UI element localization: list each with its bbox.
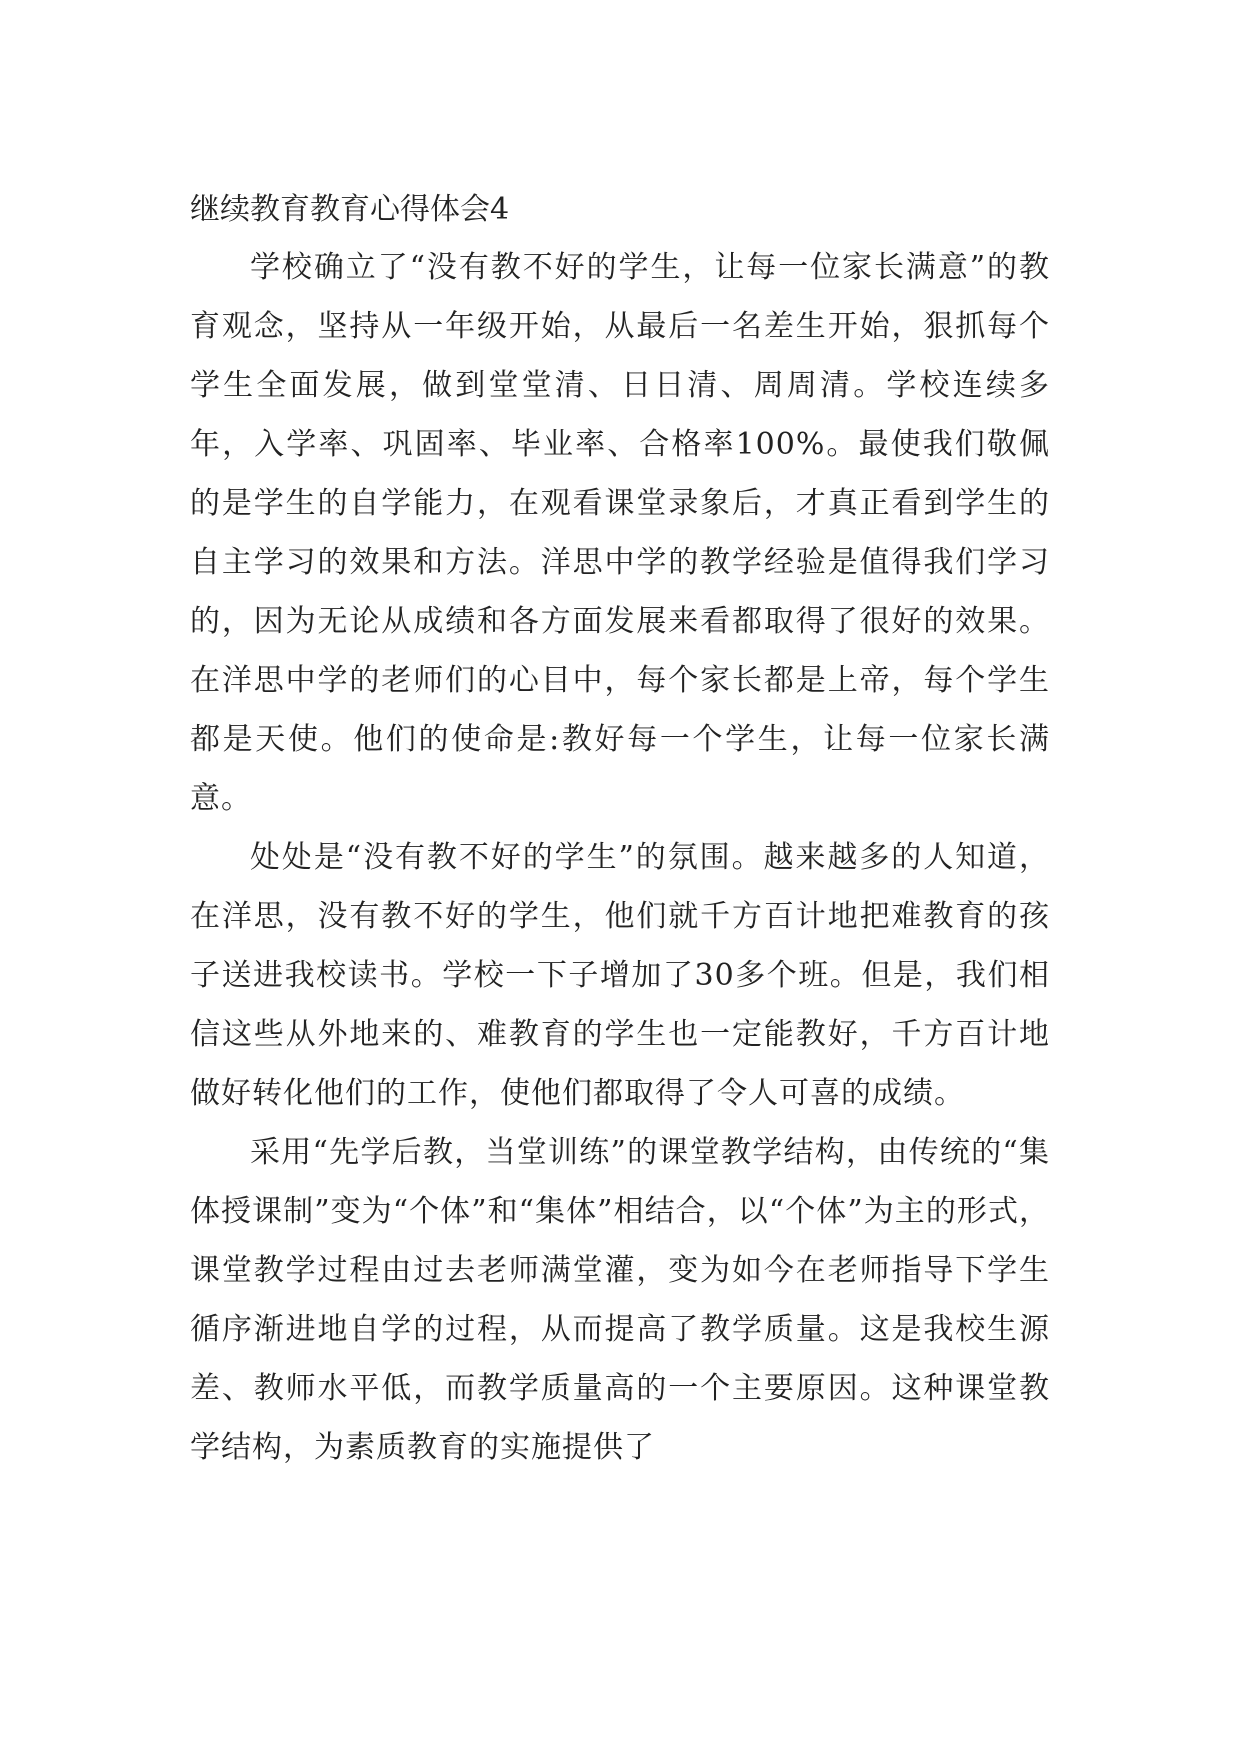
paragraph-3: 采用“先学后教，当堂训练”的课堂教学结构，由传统的“集体授课制”变为“个体”和“集体”相结合，以“个体”为主的形式，课堂教学过程由过去老师满堂灌，变为如今在老师指导下学生循序渐进地自学的过程，从而提高了教学质量。这是我校生源差、教师水平低，而教学质量高的一个主要原因。这种课堂教学结构，为素质教育的实施提供了 (190, 1135, 1050, 1465)
document-body (190, 190, 1050, 1477)
paragraph-1: 学校确立了“没有教不好的学生，让每一位家长满意”的教育观念，坚持从一年级开始，从最后一名差生开始，狠抓每个学生全面发展，做到堂堂清、日日清、周周清。学校连续多年，入学率、巩固率、毕业率、合格率100%。最使我们敬佩的是学生的自学能力，在观看课堂录象后，才真正看到学生的自主学习的效果和方法。洋思中学的教学经验是值得我们学习的，因为无论从成绩和各方面发展来看都取得了很好的效果。在洋思中学的老师们的心目中，每个家长都是上帝，每个学生都是天使。他们的使命是:教好每一个学生，让每一位家长满意。 (190, 250, 1050, 816)
paragraph-2: 处处是“没有教不好的学生”的氛围。越来越多的人知道，在洋思，没有教不好的学生，他们就千方百计地把难教育的孩子送进我校读书。学校一下子增加了30多个班。但是，我们相信这些从外地来的、难教育的学生也一定能教好，千方百计地做好转化他们的工作，使他们都取得了令人可喜的成绩。 (190, 840, 1050, 1111)
document-title: 继续教育教育心得体会4 (190, 192, 510, 227)
